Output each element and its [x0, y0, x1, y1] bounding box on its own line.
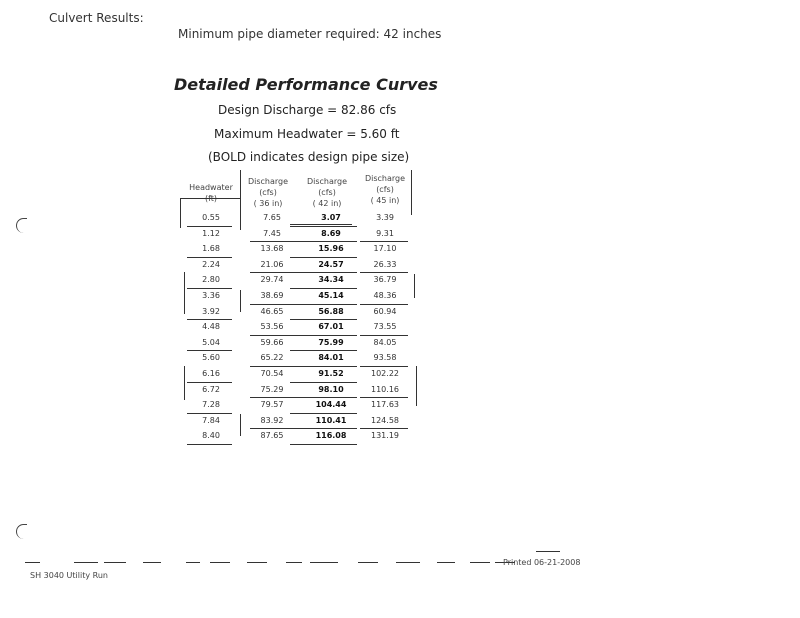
discharge-36-cell: 38.69 [260, 290, 284, 300]
header-discharge-36 [245, 176, 291, 209]
discharge-42-cell: 75.99 [318, 337, 344, 347]
headwater-cell: 0.55 [202, 213, 220, 222]
discharge-42-cell: 15.96 [318, 244, 344, 254]
footer-dash [210, 562, 230, 563]
headwater-cell: 2.80 [202, 275, 220, 285]
discharge-36-cell: 65.22 [260, 353, 284, 363]
table-row [182, 399, 422, 415]
discharge-36-cell: 29.74 [260, 275, 284, 285]
footer-dash [536, 551, 560, 552]
cell-underline [290, 397, 357, 398]
table-row [182, 321, 422, 337]
discharge-45-cell: 3.39 [376, 213, 394, 222]
cell-underline [187, 257, 232, 258]
discharge-42-cell: 91.52 [318, 368, 344, 378]
cell-underline [290, 382, 357, 383]
headwater-cell: 1.12 [202, 228, 220, 238]
cell-underline [290, 257, 357, 258]
discharge-36-cell: 83.92 [260, 415, 284, 425]
cell-underline [290, 226, 357, 227]
footer-dash [104, 562, 126, 563]
cell-underline [187, 226, 232, 227]
discharge-45-cell: 102.22 [371, 368, 399, 378]
cell-underline [360, 397, 408, 398]
discharge-45-cell: 73.55 [373, 322, 397, 332]
header-headwater [185, 182, 237, 204]
discharge-45-cell: 93.58 [373, 353, 397, 363]
cell-underline [290, 272, 357, 273]
footer-right-text: Printed 06-21-2008 [503, 558, 581, 567]
discharge-45-cell: 26.33 [373, 259, 397, 269]
discharge-45-cell: 131.19 [371, 431, 399, 441]
footer-left-text: SH 3040 Utility Run [30, 571, 108, 580]
discharge-42-cell: 24.57 [318, 259, 344, 269]
header-45-line3: ( 45 in) [370, 196, 400, 205]
header-discharge-42 [295, 176, 359, 209]
discharge-36-cell: 13.68 [260, 244, 284, 254]
culvert-results-label: Culvert Results: [49, 11, 144, 25]
cell-underline [290, 288, 357, 289]
headwater-cell: 7.84 [202, 415, 220, 425]
discharge-42-cell: 104.44 [315, 400, 347, 410]
footer-dash [310, 562, 338, 563]
table-border-left-top [180, 198, 181, 228]
header-discharge-45 [360, 173, 410, 206]
cell-underline [187, 382, 232, 383]
headwater-cell: 3.92 [202, 306, 220, 316]
discharge-42-cell: 110.41 [315, 415, 347, 425]
scan-mark-lower [16, 524, 27, 539]
discharge-42-cell: 116.08 [315, 431, 347, 441]
headwater-cell: 5.60 [202, 353, 220, 363]
header-45-line1: Discharge [364, 174, 406, 183]
header-42-line1: Discharge [306, 177, 348, 186]
cell-underline [290, 319, 357, 320]
headwater-cell: 7.28 [202, 400, 220, 410]
cell-underline [290, 444, 357, 445]
discharge-36-cell: 70.54 [260, 368, 284, 378]
discharge-36-cell: 46.65 [260, 306, 284, 316]
table-rule-header [180, 198, 240, 199]
table-row [182, 337, 422, 353]
table-row [182, 352, 422, 368]
header-36-line2: (cfs) [259, 188, 277, 197]
footer-dash [358, 562, 378, 563]
cell-underline [290, 335, 357, 336]
discharge-45-cell: 124.58 [371, 415, 399, 425]
design-discharge: Design Discharge = 82.86 cfs [218, 103, 397, 117]
discharge-42-cell: 34.34 [318, 275, 344, 285]
cell-underline [290, 241, 357, 242]
cell-underline [360, 304, 408, 305]
discharge-36-cell: 7.65 [263, 213, 281, 222]
cell-underline [187, 350, 232, 351]
discharge-42-cell: 84.01 [318, 353, 344, 363]
minimum-pipe-text: Minimum pipe diameter required: 42 inches [178, 27, 442, 41]
discharge-45-cell: 36.79 [373, 275, 397, 285]
discharge-42-cell: 98.10 [318, 384, 344, 394]
discharge-45-cell: 48.36 [373, 290, 397, 300]
cell-underline [290, 366, 357, 367]
footer-dash [25, 562, 40, 563]
headwater-cell: 2.24 [202, 259, 220, 269]
scan-mark-upper [16, 218, 27, 233]
footer-dash [74, 562, 98, 563]
discharge-45-cell: 84.05 [373, 337, 397, 347]
table-row [182, 228, 422, 244]
table-row [182, 243, 422, 259]
footer-dash [186, 562, 200, 563]
discharge-36-cell: 7.45 [263, 228, 281, 238]
maximum-headwater: Maximum Headwater = 5.60 ft [214, 127, 400, 141]
table-border-right-top [411, 170, 412, 215]
footer-dash [396, 562, 420, 563]
footer-dash [247, 562, 267, 563]
discharge-36-cell: 87.65 [260, 431, 284, 441]
cell-underline [360, 428, 408, 429]
cell-underline [290, 350, 357, 351]
discharge-36-cell: 75.29 [260, 384, 284, 394]
headwater-cell: 4.48 [202, 322, 220, 332]
header-headwater-line1: Headwater [189, 183, 233, 192]
headwater-cell: 8.40 [202, 431, 220, 441]
table-row [182, 306, 422, 322]
table-row [182, 274, 422, 290]
footer-dash [470, 562, 490, 563]
discharge-36-cell: 21.06 [260, 259, 284, 269]
header-36-line3: ( 36 in) [253, 199, 283, 208]
headwater-cell: 6.72 [202, 384, 220, 394]
discharge-45-cell: 9.31 [376, 228, 394, 238]
discharge-36-cell: 79.57 [260, 400, 284, 410]
discharge-42-cell: 56.88 [318, 306, 344, 316]
cell-underline [187, 413, 232, 414]
table-row [182, 290, 422, 306]
discharge-42-cell: 67.01 [318, 322, 344, 332]
discharge-45-cell: 117.63 [371, 400, 399, 410]
discharge-36-cell: 53.56 [260, 322, 284, 332]
cell-underline [187, 288, 232, 289]
discharge-42-cell: 45.14 [318, 290, 344, 300]
footer-dash [143, 562, 161, 563]
discharge-45-cell: 110.16 [371, 384, 399, 394]
headwater-cell: 6.16 [202, 368, 220, 378]
cell-underline [360, 241, 408, 242]
header-36-line1: Discharge [247, 177, 289, 186]
curves-title: Detailed Performance Curves [174, 75, 438, 94]
cell-underline [187, 319, 232, 320]
footer-dash [286, 562, 302, 563]
headwater-cell: 5.04 [202, 337, 220, 347]
cell-underline [290, 304, 357, 305]
discharge-42-cell: 3.07 [321, 213, 341, 222]
header-45-line2: (cfs) [376, 185, 394, 194]
discharge-36-cell: 59.66 [260, 337, 284, 347]
discharge-45-cell: 60.94 [373, 306, 397, 316]
header-42-line2: (cfs) [318, 188, 336, 197]
header-42-line3: ( 42 in) [312, 199, 342, 208]
table-row [182, 259, 422, 275]
cell-underline [360, 272, 408, 273]
footer-dash [437, 562, 455, 563]
table-row [182, 415, 422, 431]
cell-underline [360, 335, 408, 336]
discharge-45-cell: 17.10 [373, 244, 397, 254]
table-row [182, 430, 422, 446]
cell-underline [187, 444, 232, 445]
table-row [182, 384, 422, 400]
table-row [182, 368, 422, 384]
cell-underline [360, 366, 408, 367]
discharge-42-cell: 8.69 [321, 228, 341, 238]
headwater-cell: 1.68 [202, 244, 220, 254]
cell-underline [290, 428, 357, 429]
bold-note: (BOLD indicates design pipe size) [208, 150, 410, 164]
headwater-cell: 3.36 [202, 290, 220, 300]
cell-underline [290, 413, 357, 414]
performance-table [182, 212, 422, 446]
table-row [182, 212, 422, 228]
